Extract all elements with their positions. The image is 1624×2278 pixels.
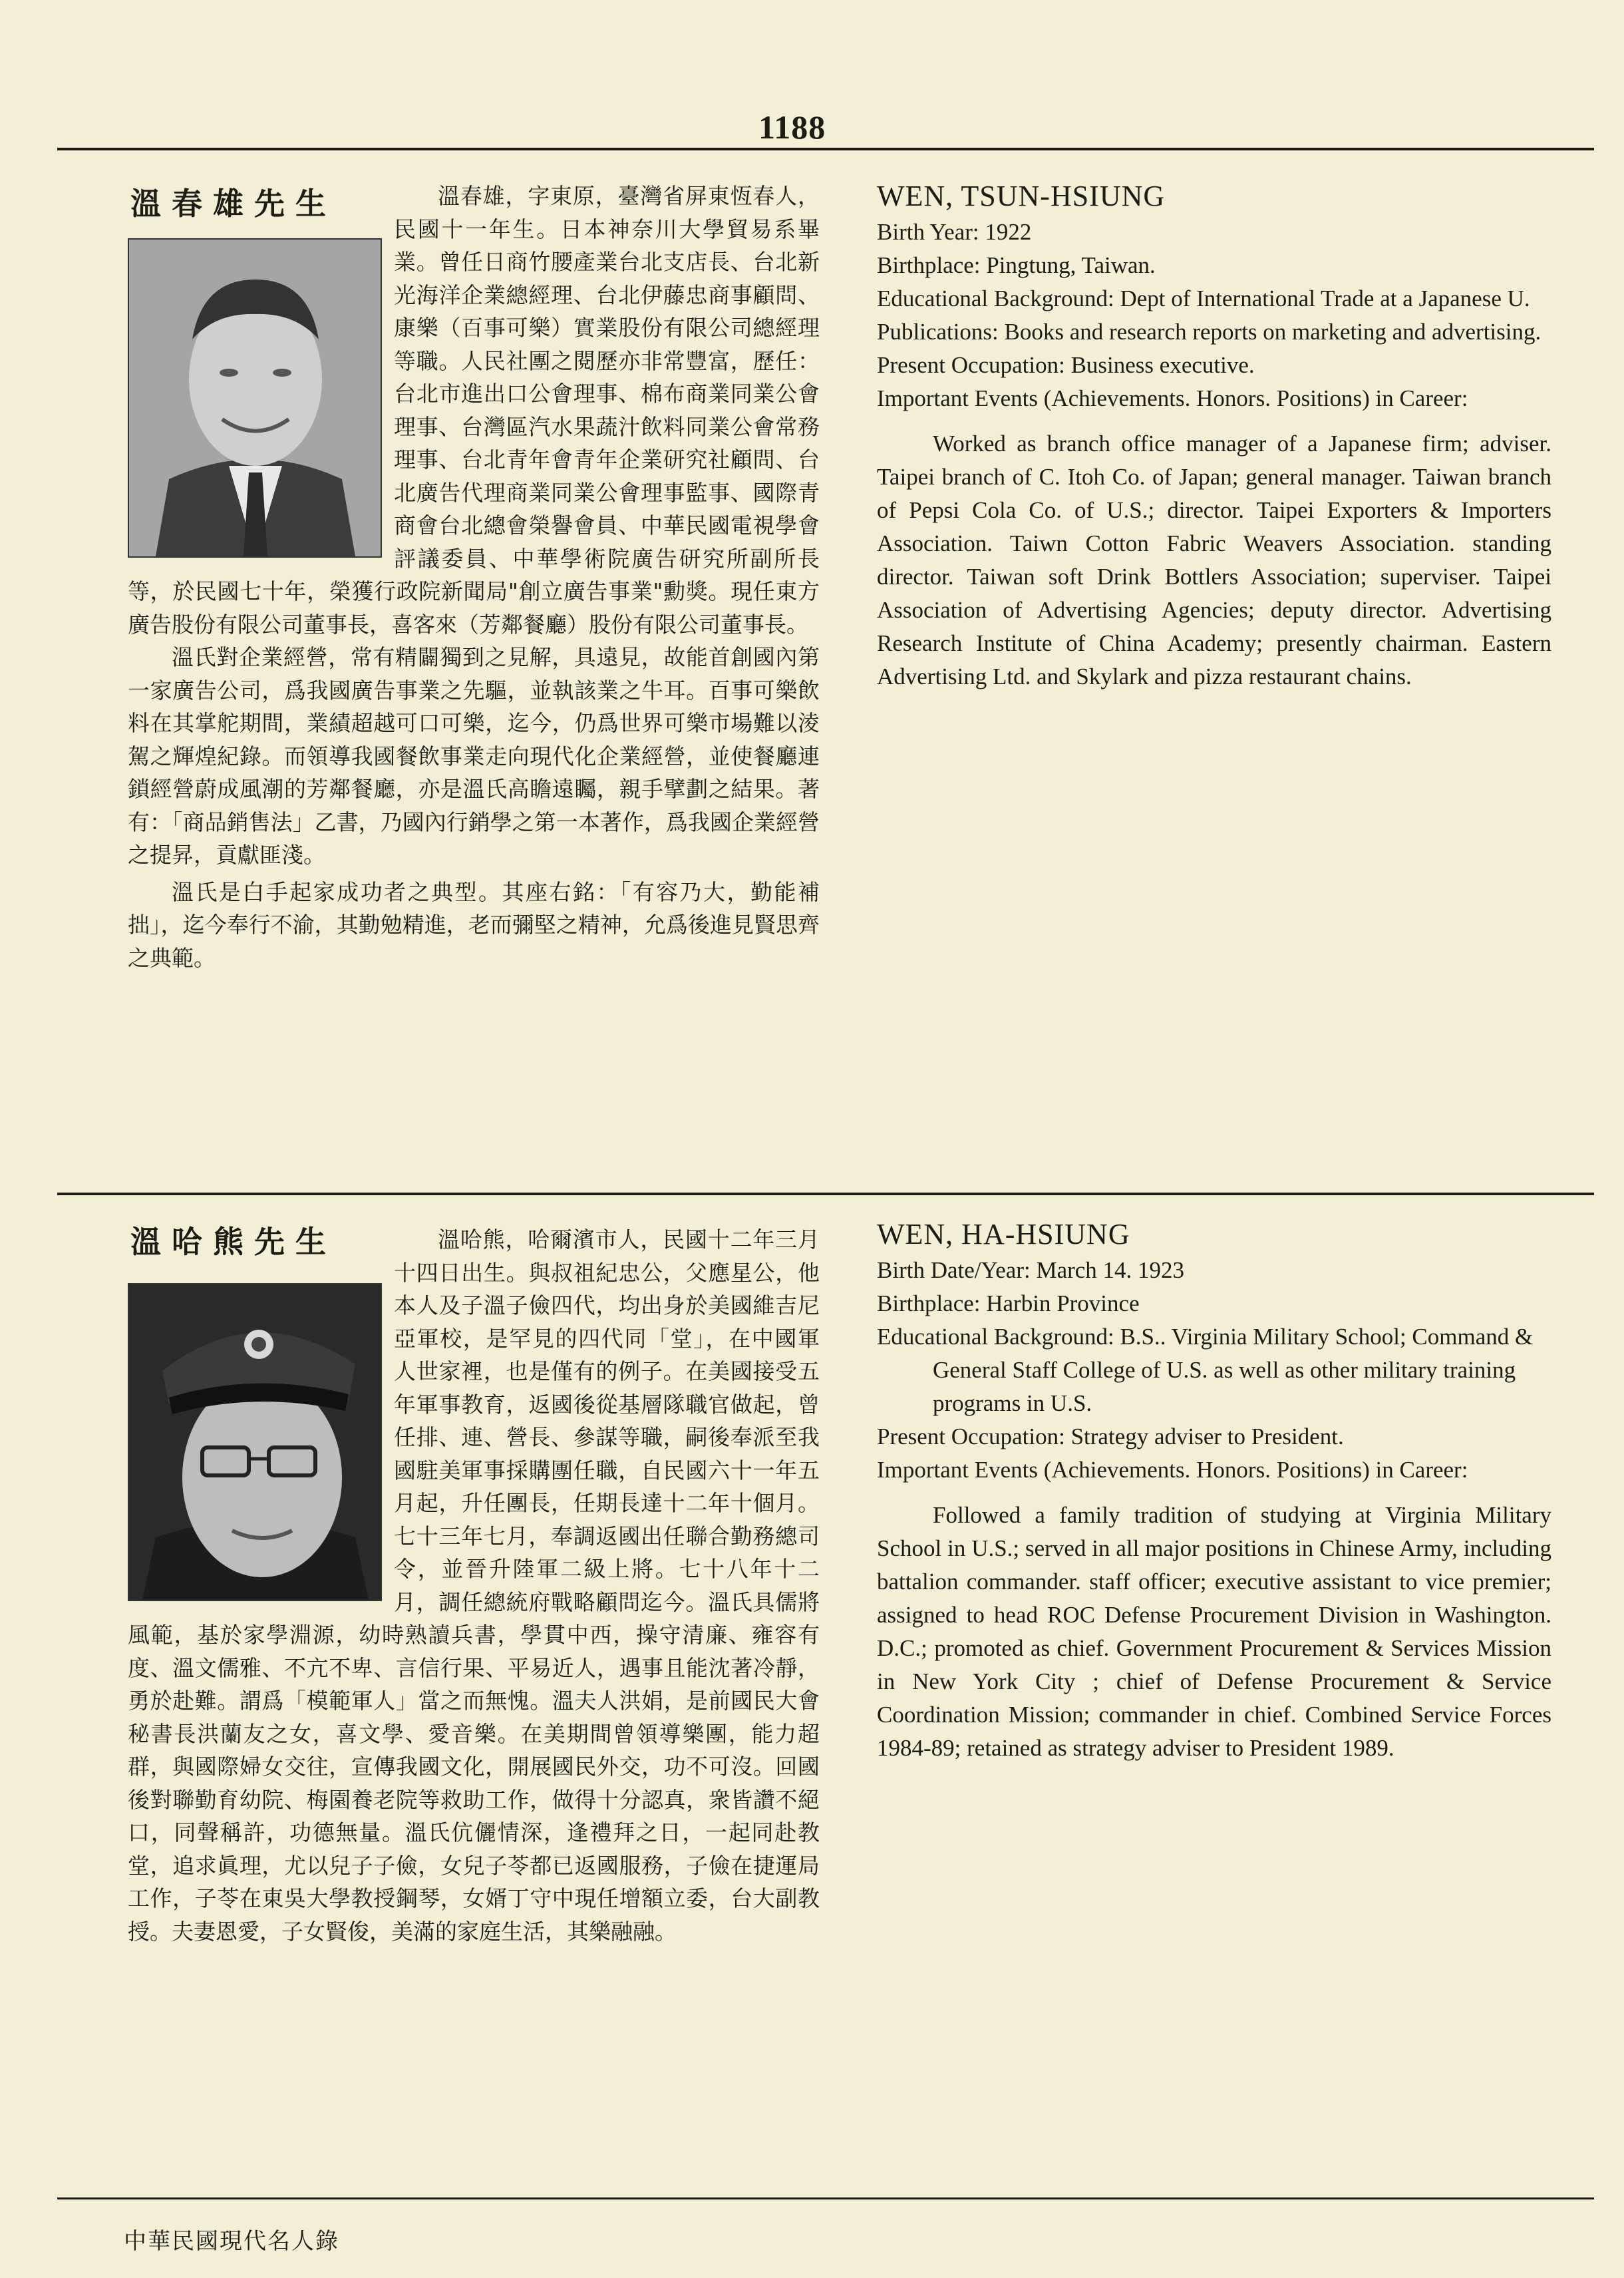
en-field: Birth Year: 1922 xyxy=(877,219,1032,245)
en-name-heading: WEN, HA-HSIUNG xyxy=(877,1218,1130,1250)
english-biography xyxy=(877,180,1551,717)
portrait-photo xyxy=(128,1283,382,1601)
en-field: Educational Background: Dept of International Trade at a Japanese U. xyxy=(877,285,1530,311)
zh-paragraph: 溫春雄，字東原，臺灣省屏東恆春人，民國十一年生。日本神奈川大學貿易系畢業。曾任日商竹腰產業台北支店長、台北新光海洋企業總經理、台北伊藤忠商事顧問、康樂（百事可樂）實業股份有限公司總經理等職。人民社團之閱歷亦非常豐富，歷任：台北市進出口公會理事、棉布商業同業公會理事、台灣區汽水果蔬汁飲料同業公會常務理事、台北青年會青年企業研究社顧問、台北廣告代理商業同業公會理事監事、國際青商會台北總會榮譽會員、中華民國電視學會評議委員、中華學術院廣告研究所副所長等，於民國七十年，榮獲行政院新聞局"創立廣告事業"勳獎。現任東方廣告股份有限公司董事長，喜客來（芳鄰餐廳）股份有限公司董事長。 xyxy=(128,183,820,638)
en-field: Present Occupation: Strategy adviser to President. xyxy=(877,1424,1344,1449)
en-field: Birthplace: Pingtung, Taiwan. xyxy=(877,252,1156,278)
section-divider xyxy=(57,1193,1594,1195)
en-field: Publications: Books and research reports on marketing and advertising. xyxy=(877,319,1542,345)
en-field: Educational Background: B.S.. Virginia Military School; Command & General Staff College of U.S. as well as other military training programs in U.S. xyxy=(877,1324,1534,1416)
en-field: Important Events (Achievements. Honors. Positions) in Career: xyxy=(877,385,1468,411)
top-rule xyxy=(57,148,1594,150)
zh-paragraph: 溫氏是白手起家成功者之典型。其座右銘：「有容乃大，勤能補拙」，迄今奉行不渝，其勤勉精進，老而彌堅之精神，允爲後進見賢思齊之典範。 xyxy=(128,878,820,971)
en-career-text: Followed a family tradition of studying at Virginia Military School in U.S.; served in all major positions in Chinese Army, including battalion commander. staff officer; executive assistant to vice premier; assigned to head ROC Defense Procurement Division in Washington. D.C.; promoted as chief. Government Procurement & Services Mission in New York City ; chief of Defense Procurement & Service Coordination Mission; commander in chief. Combined Service Forces 1984-89; retained as strategy adviser to President 1989. xyxy=(877,1502,1551,1761)
zh-paragraph: 溫哈熊，哈爾濱市人，民國十二年三月十四日出生。與叔祖紀忠公，父應星公，他本人及子溫子儉四代，均出身於美國維吉尼亞軍校，是罕見的四代同「堂」，在中國軍人世家裡，也是僅有的例子。在美國接受五年軍事教育，返國後從基層隊職官做起，曾任排、連、營長、參謀等職，嗣後奉派至我國駐美軍事採購團任職，自民國六十一年五月起，升任團長，任期長達十二年十個月。七十三年七月，奉調返國出任聯合勤務總司令，並晉升陸軍二級上將。七十八年十二月，調任總統府戰略顧問迄今。溫氏具儒將風範，基於家學淵源，幼時熟讀兵書，學貫中西，操守清廉、雍容有度、溫文儒雅、不亢不卑、言信行果、平易近人，遇事且能沈著冷靜，勇於赴難。謂爲「模範軍人」當之而無愧。溫夫人洪娟，是前國民大會秘書長洪蘭友之女，喜文學、愛音樂。在美期間曾領導樂團，能力超群，與國際婦女交往，宣傳我國文化，開展國民外交，功不可沒。回國後對聯勤育幼院、梅園養老院等救助工作，做得十分認真，衆皆讚不絕口，同聲稱許，功德無量。溫氏伉儷情深，逢禮拜之日，一起同赴教堂，追求眞理，尤以兒子子儉，女兒子苓都已返國服務，子儉在捷運局工作，子苓在東吳大學教授鋼琴，女婿丁守中現任增額立委，台大副教授。夫妻恩愛，子女賢俊，美滿的家庭生活，其樂融融。 xyxy=(128,1227,820,1945)
portrait-officer-cap-icon xyxy=(129,1284,381,1600)
footer-rule xyxy=(57,2197,1594,2199)
book-title-footer: 中華民國現代名人錄 xyxy=(124,2228,339,2255)
zh-name-heading: 溫哈熊先生 xyxy=(130,1224,337,1260)
portrait-man-suit-icon xyxy=(129,240,381,556)
english-biography xyxy=(877,1218,1551,1788)
en-field: Important Events (Achievements. Honors. Positions) in Career: xyxy=(877,1457,1468,1483)
en-field: Birthplace: Harbin Province xyxy=(877,1290,1140,1316)
en-career-text: Worked as branch office manager of a Japanese firm; adviser. Taipei branch of C. Itoh Co. of Japan; general manager. Taiwan branch of Pepsi Cola Co. of U.S.; director. Taipei Exporters & Importers Association. Taiwn Cotton Fabric Weavers Association. standing director. Taiwan soft Drink Bottlers Association; superviser. Taipei Association of Advertising Agencies; deputy director. Advertising Research Institute of China Academy; presently chairman. Eastern Advertising Ltd. and Skylark and pizza restaurant chains. xyxy=(877,431,1551,689)
en-field: Present Occupation: Business executive. xyxy=(877,352,1255,378)
en-name-heading: WEN, TSUN-HSIUNG xyxy=(877,180,1166,212)
zh-name-heading: 溫春雄先生 xyxy=(130,186,337,222)
page-number: 1188 xyxy=(758,108,826,146)
portrait-photo xyxy=(128,238,382,558)
en-field: Birth Date/Year: March 14. 1923 xyxy=(877,1257,1185,1283)
zh-paragraph: 溫氏對企業經營，常有精闢獨到之見解，具遠見，故能首創國內第一家廣告公司，爲我國廣告事業之先驅，並執該業之牛耳。百事可樂飲料在其掌舵期間，業績超越可口可樂，迄今，仍爲世界可樂市場難以淩駕之輝煌紀錄。而領導我國餐飲事業走向現代化企業經營，並使餐廳連鎖經營蔚成風潮的芳鄰餐廳，亦是溫氏高瞻遠矚，親手擘劃之結果。著有：「商品銷售法」乙書，乃國內行銷學之第一本著作，爲我國企業經營之提昇，貢獻匪淺。 xyxy=(128,644,820,868)
